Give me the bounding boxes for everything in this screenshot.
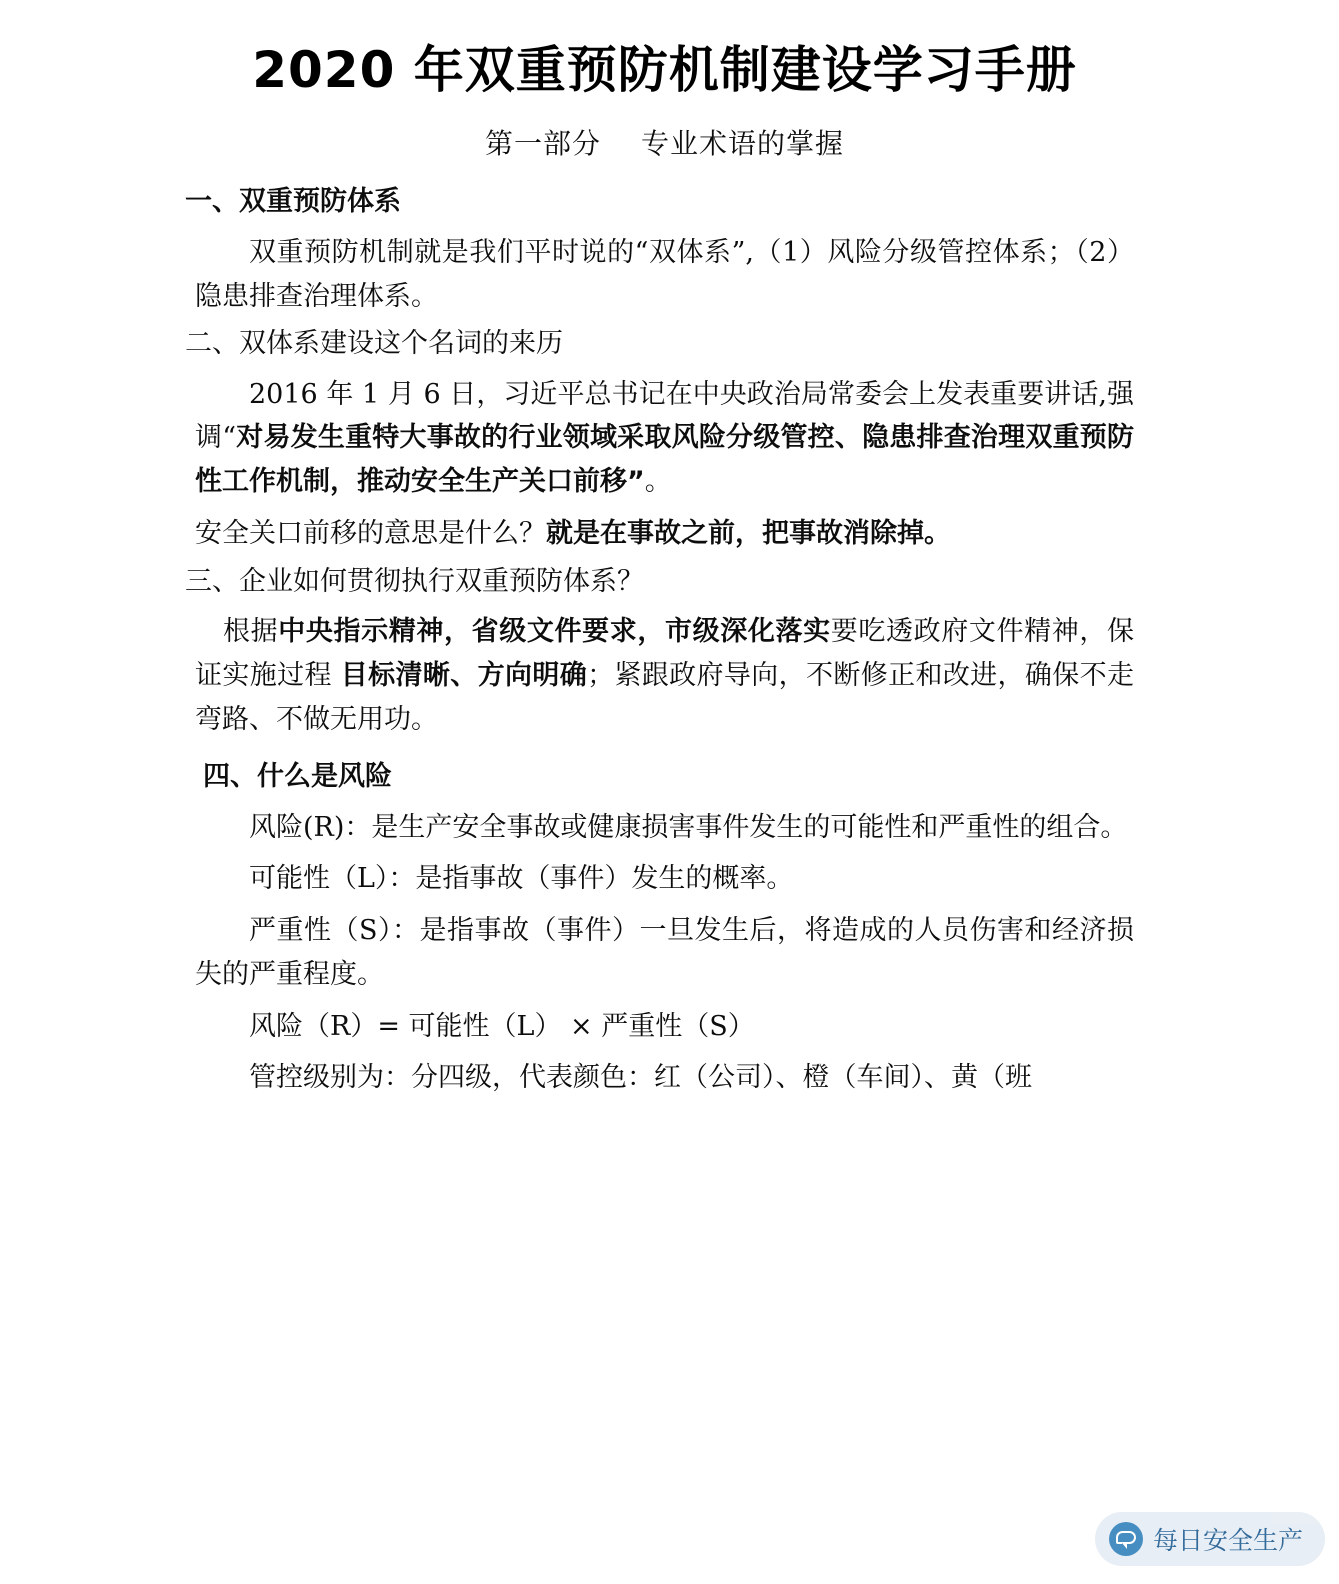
- section-1-paragraph-1: 双重预防机制就是我们平时说的“双体系”,（1）风险分级管控体系；（2）隐患排查治理体系。: [195, 236, 1134, 312]
- section-4-paragraph-3: 严重性（S）：是指事故（事件）一旦发生后，将造成的人员伤害和经济损失的严重程度。: [195, 915, 1134, 990]
- section-4-paragraph-2: 可能性（L）：是指事故（事件）发生的概率。: [249, 863, 794, 895]
- section-2-text-e: 就是在事故之前，把事故消除掉。: [546, 517, 951, 549]
- section-3-text-c: 要吃透政府文件精神，保证实施过程: [195, 616, 1134, 691]
- section-heading-2: 二、双体系建设这个名词的来历: [185, 328, 563, 360]
- part-heading-right: 专业术语的掌握: [641, 127, 845, 160]
- page-title: 2020 年双重预防机制建设学习手册: [252, 41, 1077, 99]
- watermark-label: 每日安全生产: [1152, 1526, 1303, 1555]
- watermark-badge: [1095, 1512, 1325, 1566]
- part-heading-left: 第一部分: [484, 127, 601, 160]
- section-2-text-d: 安全关口前移的意思是什么？: [195, 517, 546, 549]
- section-3-text-b: 中央指示精神，省级文件要求，市级深化落实: [278, 616, 831, 648]
- section-2-text-a: 2016 年 1 月 6 日，习近平总书记在中央政治局常委会上发表重要讲话,强调“: [195, 378, 1134, 454]
- section-3-text-a: 根据: [223, 616, 279, 648]
- section-heading-3: 三、企业如何贯彻执行双重预防体系？: [185, 565, 644, 597]
- section-2-paragraph-1: [195, 373, 1134, 504]
- section-2-text-c: 。: [644, 466, 672, 498]
- section-3-paragraph-1: [195, 610, 1134, 741]
- section-heading-4: 四、什么是风险: [203, 761, 392, 793]
- part-heading: [195, 126, 1134, 162]
- section-4-paragraph-1: 风险(R)：是生产安全事故或健康损害事件发生的可能性和严重性的组合。: [249, 811, 1128, 843]
- section-4-paragraph-5: 管控级别为：分四级，代表颜色：红（公司）、橙（车间）、黄（班: [249, 1062, 1032, 1094]
- section-4-paragraph-4: 风险（R）= 可能性（L） × 严重性（S）: [249, 1010, 755, 1042]
- section-2-text-b: 对易发生重特大事故的行业领域采取风险分级管控、隐患排查治理双重预防性工作机制，推动安全生产关口前移”: [195, 422, 1134, 498]
- section-heading-1: 一、双重预防体系: [185, 186, 401, 218]
- section-3-text-e: ；紧跟政府导向，不断修正和改进，确保不走弯路、不做无用功。: [195, 659, 1135, 735]
- wechat-official-account-icon: [1109, 1522, 1143, 1556]
- section-3-text-d: 目标清晰、方向明确: [340, 659, 588, 691]
- section-2-paragraph-2: [195, 512, 1134, 556]
